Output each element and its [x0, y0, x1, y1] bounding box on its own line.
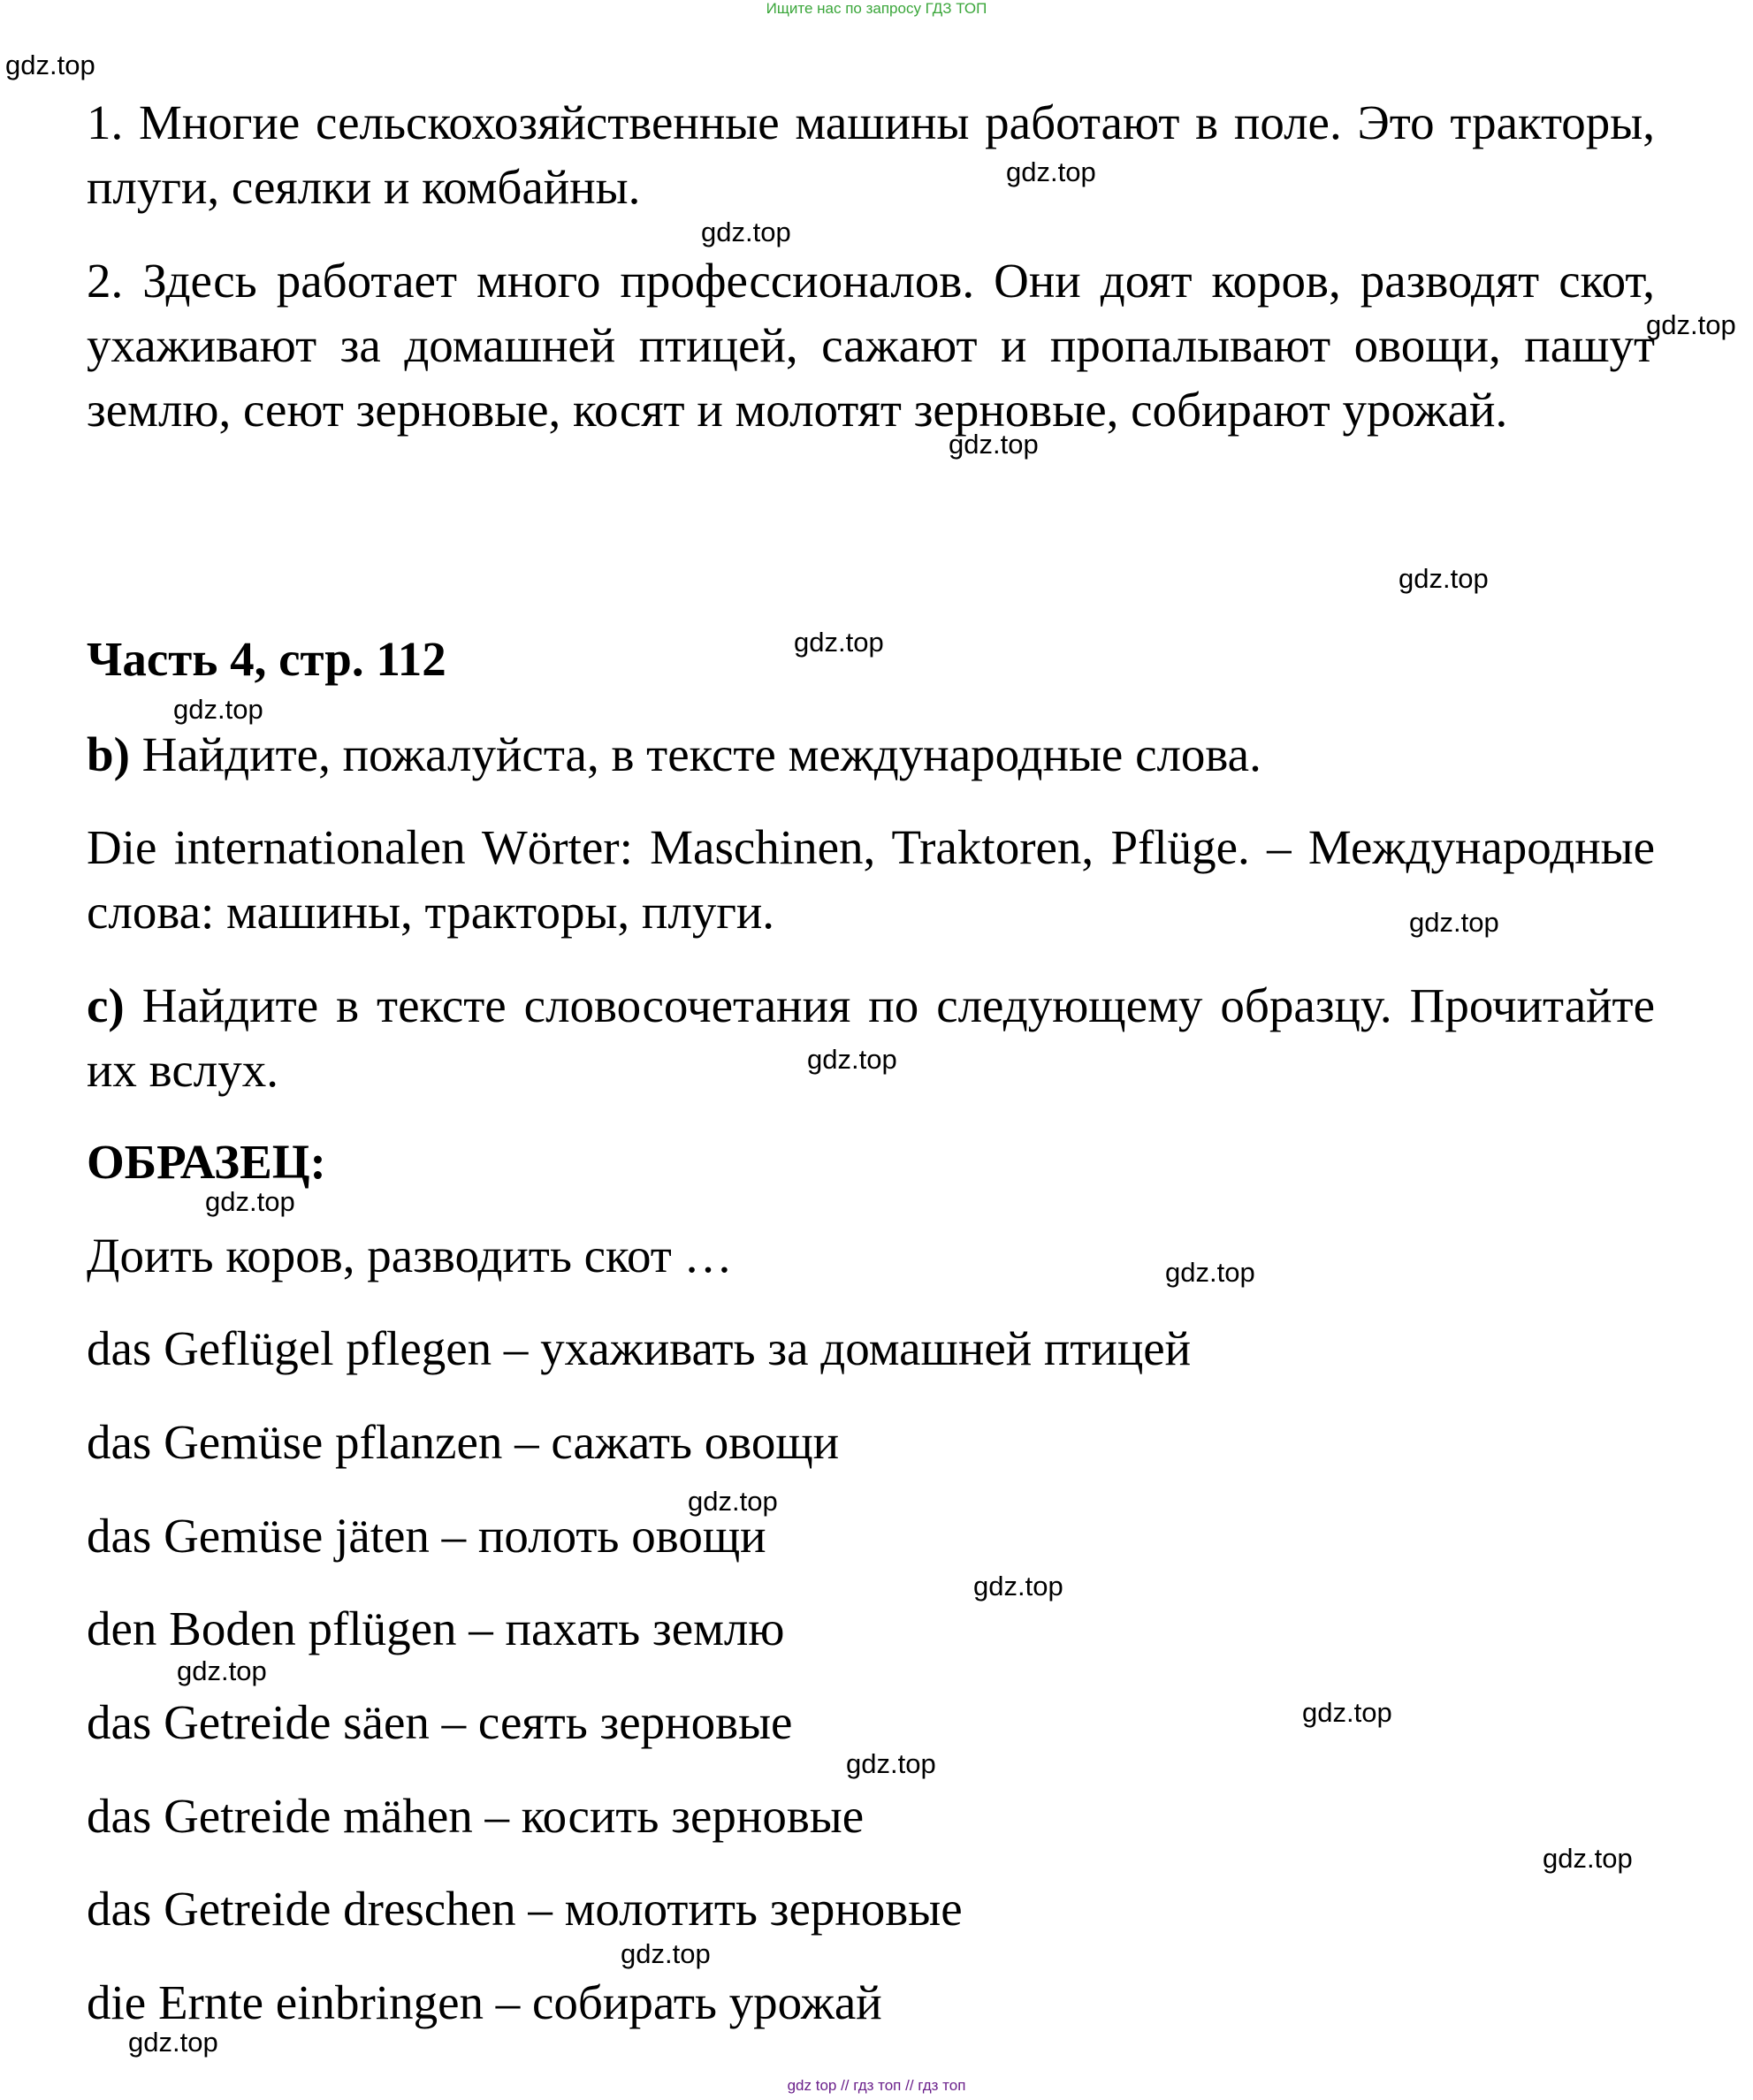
answer-item-2: 2. Здесь работает много профессионалов. Они доят коров, разводят скот, ухаживают за домашней птицей, сажают и пропалывают овощи, пашут землю, сеют зерновые, косят и молотят зерновые, собирают урожай.: [87, 254, 1655, 437]
watermark: gdz.top: [1006, 156, 1096, 187]
watermark: gdz.top: [5, 49, 95, 80]
sample-label: ОБРАЗЕЦ:: [87, 1135, 326, 1189]
task-c-text: Найдите в тексте словосочетания по следующему образцу. Прочитайте их вслух.: [87, 978, 1655, 1097]
watermark: gdz.top: [621, 1938, 711, 1969]
sample-text: Доить коров, разводить скот …: [87, 1229, 733, 1282]
watermark: gdz.top: [973, 1571, 1063, 1602]
task-b-answer: Die internationalen Wörter: Maschinen, Traktoren, Pflüge. – Международные слова: машины, тракторы, плуги.: [87, 820, 1655, 939]
watermark: gdz.top: [177, 1655, 267, 1686]
answer-item-1: 1. Многие сельскохозяйственные машины работают в поле. Это тракторы, плуги, сеялки и комбайны.: [87, 95, 1655, 214]
watermark: gdz.top: [1302, 1697, 1392, 1728]
watermark: gdz.top: [1409, 907, 1499, 938]
watermark: gdz.top: [1399, 563, 1489, 594]
watermark: gdz.top: [1646, 309, 1736, 340]
top-banner[interactable]: Ищите нас по запросу ГДЗ ТОП: [766, 0, 987, 17]
task-c-letter: c): [87, 978, 125, 1032]
task-b-letter: b): [87, 727, 130, 781]
watermark: gdz.top: [846, 1748, 936, 1779]
section-title: Часть 4, стр. 112: [87, 632, 446, 686]
watermark: gdz.top: [949, 429, 1039, 460]
task-b-text: Найдите, пожалуйста, в тексте международные слова.: [129, 727, 1261, 781]
phrase-item: das Getreide mähen – косить зерновые: [87, 1789, 865, 1843]
phrase-item: die Ernte einbringen – собирать урожай: [87, 1975, 882, 2029]
watermark: gdz.top: [128, 2027, 218, 2058]
footer-links[interactable]: gdz top // гдз топ // гдз топ: [787, 2077, 966, 2094]
watermark: gdz.top: [1543, 1843, 1633, 1874]
phrase-item: das Getreide dreschen – молотить зерновые: [87, 1882, 963, 1936]
watermark: gdz.top: [807, 1044, 897, 1075]
phrase-item: das Geflügel pflegen – ухаживать за домашней птицей: [87, 1321, 1192, 1375]
watermark: gdz.top: [688, 1486, 778, 1517]
watermark: gdz.top: [701, 217, 791, 247]
phrase-item: den Boden pflügen – пахать землю: [87, 1602, 785, 1655]
watermark: gdz.top: [173, 694, 263, 725]
watermark: gdz.top: [1165, 1257, 1255, 1288]
watermark: gdz.top: [205, 1186, 295, 1217]
phrase-item: das Gemüse pflanzen – сажать овощи: [87, 1415, 840, 1469]
watermark: gdz.top: [794, 627, 884, 658]
phrase-item: das Gemüse jäten – полоть овощи: [87, 1509, 766, 1563]
task-b: [87, 722, 1261, 787]
phrase-item: das Getreide säen – сеять зерновые: [87, 1695, 793, 1749]
task-c: [87, 973, 1655, 1102]
